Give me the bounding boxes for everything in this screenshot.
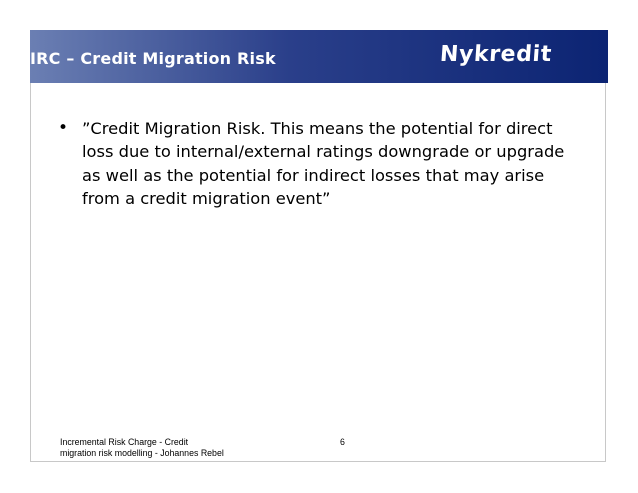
bullet-text: ”Credit Migration Risk. This means the potential for direct loss due to internal/external ratings downgrade or upgrade as well as the potential for indirect losses that may arise from a credit migration event” (82, 119, 565, 209)
footer-line-2: migration risk modelling - Johannes Rebel (60, 448, 224, 458)
bullet-dot-icon: • (58, 118, 69, 138)
slide-content (58, 117, 568, 211)
footer-caption (60, 437, 260, 459)
bullet-item (58, 117, 568, 211)
header-edge (606, 30, 608, 83)
page-number: 6 (340, 437, 345, 447)
slide-frame (30, 30, 606, 462)
footer-line-1: Incremental Risk Charge - Credit (60, 437, 189, 447)
slide-title: IRC – Credit Migration Risk (30, 49, 276, 68)
nykredit-logo: Nykredit (439, 42, 553, 67)
